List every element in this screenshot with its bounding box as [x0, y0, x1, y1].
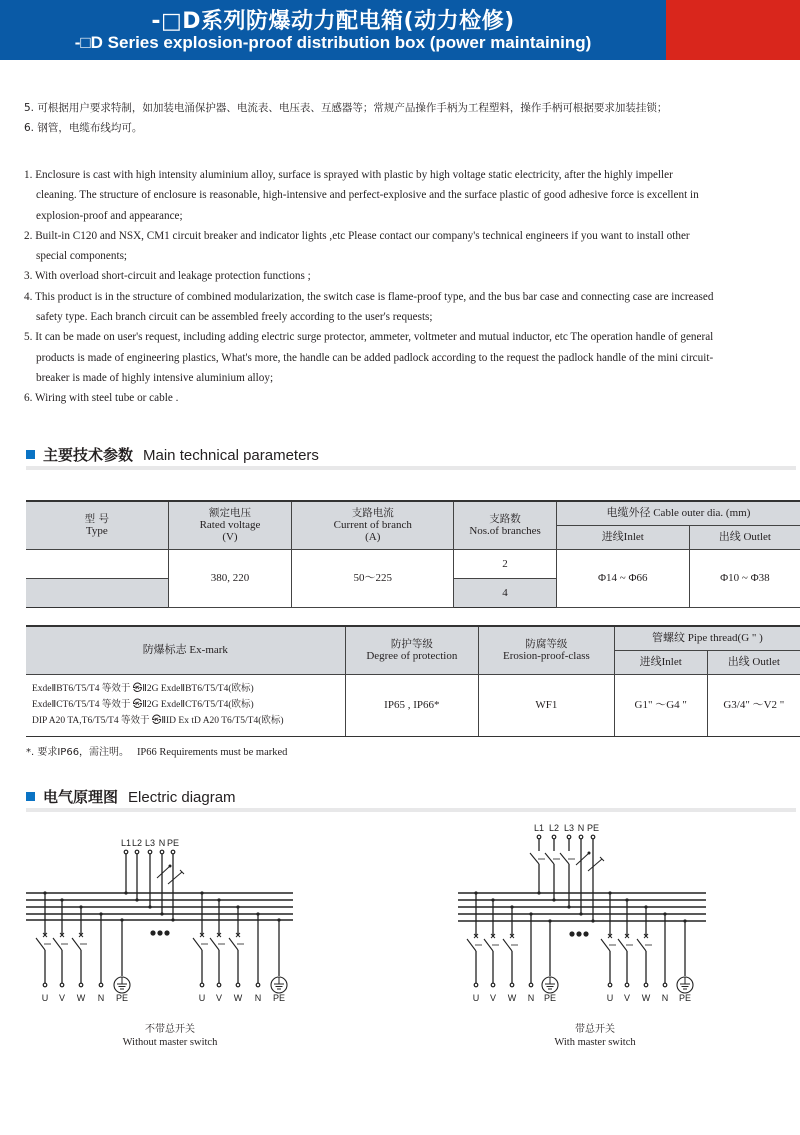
- switch-blade: [601, 939, 610, 951]
- switch-blade: [36, 938, 45, 950]
- output-label: V: [623, 993, 631, 1003]
- input-label-pe: PE: [586, 823, 600, 833]
- cell-branches: 4: [454, 578, 557, 607]
- output-label: W: [507, 993, 517, 1003]
- input-terminal: [160, 850, 164, 854]
- output-terminal: [236, 983, 240, 987]
- output-terminal: [256, 983, 260, 987]
- bus-junction: [552, 898, 555, 901]
- bus-junction: [148, 905, 151, 908]
- header-cable-diameter: 电缆外径 Cable outer dia. (mm): [556, 501, 800, 525]
- header-thread-inlet: 进线Inlet: [614, 650, 707, 674]
- input-terminal: [124, 850, 128, 854]
- header-type: 型 号 Type: [26, 501, 168, 549]
- feature-cn-item: 6. 钢管，电缆布线均可。: [24, 122, 143, 134]
- caption-with-master-switch: 带总开关 With master switch: [554, 1024, 636, 1048]
- header-pipe-thread: 管螺纹 Pipe thread(G " ): [614, 626, 800, 650]
- cell-thread-inlet: G1" ～G4 ": [614, 674, 707, 736]
- output-terminal: [60, 983, 64, 987]
- input-label-n: N: [577, 823, 585, 833]
- neutral-link-dot: [588, 852, 591, 855]
- features-chinese: [24, 98, 714, 138]
- input-terminal: [135, 850, 139, 854]
- input-label-l3: L3: [563, 823, 575, 833]
- output-terminal: [510, 983, 514, 987]
- neutral-link-slash: [157, 866, 170, 878]
- feature-en-item: 3. With overload short-circuit and leakage protection functions ;: [24, 270, 311, 283]
- output-label: W: [233, 993, 243, 1003]
- section-heading-parameters: [26, 444, 319, 466]
- output-label: N: [527, 993, 535, 1003]
- switch-blade: [210, 938, 219, 950]
- pe-link-slash: [168, 872, 182, 884]
- feature-en-item: 1. Enclosure is cast with high intensity aluminium alloy, surface is sprayed with plastic by high voltage static electricity, after the highly impeller cleaning. The structure of enclosure is reasonable, high-intensive and perfect-explosive and the surface plastic of good adhesive force is excellent in explosion-proof and appearance;: [24, 169, 699, 222]
- bus-junction: [591, 919, 594, 922]
- input-label-pe: PE: [166, 838, 180, 848]
- master-switch-blade: [530, 853, 539, 864]
- header-exmark: 防爆标志 Ex-mark: [26, 626, 345, 674]
- switch-blade: [484, 939, 493, 951]
- cell-cable-outlet: Φ10 ~ Φ38: [689, 549, 800, 607]
- title-chinese: -□D系列防爆动力配电箱(动力检修): [151, 9, 515, 34]
- cell-current: 50～225: [292, 549, 454, 607]
- master-switch-blade: [560, 853, 569, 864]
- output-terminal: [99, 983, 103, 987]
- output-terminal: [43, 983, 47, 987]
- section-bullet-icon: [26, 792, 35, 801]
- output-label: V: [489, 993, 497, 1003]
- header-thread-outlet: 出线 Outlet: [707, 650, 800, 674]
- output-label: W: [76, 993, 86, 1003]
- cell-protection: IP65 , IP66*: [345, 674, 478, 736]
- continuation-dot: [583, 931, 588, 936]
- output-terminal: [608, 983, 612, 987]
- switch-blade: [467, 939, 476, 951]
- bus-junction: [124, 891, 127, 894]
- cell-branches: 2: [454, 549, 557, 578]
- input-terminal: [171, 850, 175, 854]
- header-voltage: 额定电压 Rated voltage (V): [168, 501, 292, 549]
- feature-en-item: 2. Built-in C120 and NSX, CM1 circuit breaker and indicator lights ,etc Please contact our company's technical engineers if you want to install other special components;: [24, 229, 690, 263]
- switch-blade: [637, 939, 646, 951]
- cell-erosion: WF1: [479, 674, 615, 736]
- output-label: U: [41, 993, 49, 1003]
- cell-type: [26, 578, 168, 607]
- output-label: U: [606, 993, 614, 1003]
- input-label-l1: L1: [120, 838, 132, 848]
- input-label-l1: L1: [533, 823, 545, 833]
- switch-blade: [229, 938, 238, 950]
- bus-junction: [537, 891, 540, 894]
- continuation-dot: [569, 931, 574, 936]
- output-label: U: [472, 993, 480, 1003]
- header-cable-inlet: 进线Inlet: [556, 525, 689, 549]
- input-terminal: [148, 850, 152, 854]
- header-cable-outlet: 出线 Outlet: [689, 525, 800, 549]
- section-title-cn: 主要技术参数: [43, 446, 134, 464]
- switch-blade: [193, 938, 202, 950]
- output-label: U: [198, 993, 206, 1003]
- output-label: W: [641, 993, 651, 1003]
- output-label: N: [661, 993, 669, 1003]
- input-terminal: [537, 835, 541, 839]
- output-label: PE: [115, 993, 129, 1003]
- section-heading-diagram: [26, 786, 236, 808]
- pe-link-slash: [588, 859, 602, 871]
- cell-cable-inlet: Φ14 ~ Φ66: [556, 549, 689, 607]
- diagram-with-master-switch: [440, 810, 710, 1010]
- continuation-dot: [150, 930, 155, 935]
- output-label: N: [254, 993, 262, 1003]
- output-terminal: [663, 983, 667, 987]
- header-current: 支路电流 Current of branch (A): [292, 501, 454, 549]
- output-label: PE: [543, 993, 557, 1003]
- input-label-l2: L2: [131, 838, 143, 848]
- output-label: V: [58, 993, 66, 1003]
- master-switch-blade: [545, 853, 554, 864]
- input-terminal: [552, 835, 556, 839]
- bus-junction: [579, 912, 582, 915]
- continuation-dot: [164, 930, 169, 935]
- switch-blade: [53, 938, 62, 950]
- output-terminal: [644, 983, 648, 987]
- exmark-table: [26, 625, 800, 737]
- diagram-without-master-switch: [20, 830, 300, 1010]
- section-title-en: Electric diagram: [128, 789, 236, 806]
- cell-type: [26, 549, 168, 578]
- input-label-n: N: [158, 838, 166, 848]
- cell-thread-outlet: G3/4" ～V2 ": [707, 674, 800, 736]
- caption-without-master-switch: 不带总开关 Without master switch: [122, 1024, 218, 1048]
- features-english: [24, 165, 714, 409]
- header-protection: 防护等级 Degree of protection: [345, 626, 478, 674]
- switch-blade: [503, 939, 512, 951]
- header-erosion: 防腐等级 Erosion-proof-class: [479, 626, 615, 674]
- output-terminal: [491, 983, 495, 987]
- bus-junction: [160, 912, 163, 915]
- header-red-block: [666, 0, 800, 60]
- output-label: PE: [678, 993, 692, 1003]
- output-terminal: [625, 983, 629, 987]
- feature-en-item: 4. This product is in the structure of combined modularization, the switch case is flame-proof type, and the bus bar case and connecting case are increased safety type. Each branch circuit can be assembled freely according to the user's requests;: [24, 290, 714, 324]
- output-terminal: [217, 983, 221, 987]
- output-terminal: [79, 983, 83, 987]
- header-banner: [0, 0, 800, 60]
- output-label: V: [215, 993, 223, 1003]
- params-table: [26, 500, 800, 608]
- input-label-l2: L2: [548, 823, 560, 833]
- bus-junction: [171, 918, 174, 921]
- output-terminal: [200, 983, 204, 987]
- bus-junction: [567, 905, 570, 908]
- feature-en-item: 5. It can be made on user's request, including adding electric surge protector, ammeter, voltmeter and mutual inductor, etc The operation handle of general products is made of engineering plastics, What's more, the handle can be added padlock according to the request the padlock handle of the mini circuit-breaker is made of highly intensive aluminium alloy;: [24, 331, 714, 384]
- title-english: -□D Series explosion-proof distribution box (power maintaining): [74, 33, 592, 52]
- section-title-en: Main technical parameters: [143, 447, 319, 464]
- bus-junction: [135, 898, 138, 901]
- continuation-dot: [157, 930, 162, 935]
- input-terminal: [579, 835, 583, 839]
- cell-exmarks: ExdeⅡBT6/T5/T4 等效于 ㉿Ⅱ2G ExdeⅡBT6/T5/T4(欧标) ExdeⅡCT6/T5/T4 等效于 ㉿Ⅱ2G ExdeⅡCT6/T5/T4(欧标) DIP A20 TA,T6/T5/T4 等效于 ㉿ⅡID Ex tD A20 T6/T5/T4(欧标): [26, 674, 345, 736]
- neutral-link-slash: [576, 853, 589, 865]
- section-title-cn: 电气原理图: [43, 788, 119, 806]
- neutral-link-dot: [169, 865, 172, 868]
- output-terminal: [529, 983, 533, 987]
- header-branches: 支路数 Nos.of branches: [454, 501, 557, 549]
- input-label-l3: L3: [144, 838, 156, 848]
- input-terminal: [567, 835, 571, 839]
- section-divider: [26, 466, 796, 470]
- switch-blade: [618, 939, 627, 951]
- feature-cn-item: 5. 可根据用户要求特制，如加装电涌保护器、电流表、电压表、互感器等；常规产品操作手柄为工程塑料，操作手柄可根据要求加装挂锁；: [24, 102, 668, 114]
- input-terminal: [591, 835, 595, 839]
- output-label: PE: [272, 993, 286, 1003]
- output-terminal: [474, 983, 478, 987]
- switch-blade: [72, 938, 81, 950]
- cell-voltage: 380, 220: [168, 549, 292, 607]
- output-label: N: [97, 993, 105, 1003]
- ip66-note: *. 要求IP66，需注明。 IP66 Requirements must be marked: [26, 747, 288, 758]
- section-bullet-icon: [26, 450, 35, 459]
- feature-en-item: 6. Wiring with steel tube or cable .: [24, 392, 179, 405]
- continuation-dot: [576, 931, 581, 936]
